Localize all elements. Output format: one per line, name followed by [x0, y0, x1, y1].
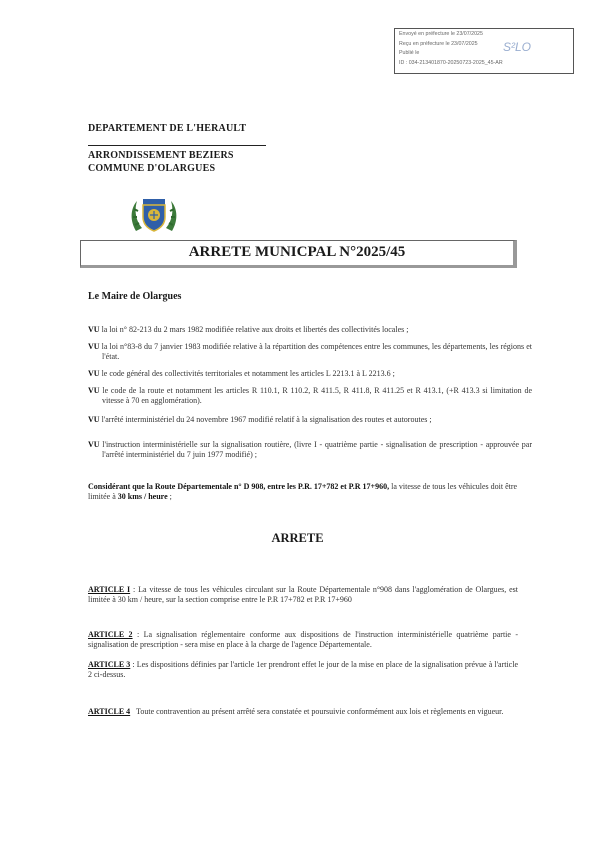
article-3 [88, 660, 518, 681]
arrondissement-heading: ARRONDISSEMENT BEZIERS [88, 150, 234, 161]
article-text: La vitesse de tous les véhicules circulant sur la Route Départementale n°908 dans l'agglomération de Olargues, est limitée à 30 km / heure, sur la section comprise entre le P.R 17+782 et P.R 17+960 [88, 585, 518, 605]
stamp-sent-line: Envoyé en préfecture le 23/07/2025 [399, 31, 483, 37]
considerant-text: la vitesse de tous les véhicules doit être limitée à [88, 482, 518, 501]
considerant-end: ; [167, 492, 172, 501]
article-2 [88, 630, 518, 651]
article-separator: : [130, 585, 139, 594]
vu-lead: VU [88, 440, 100, 449]
vu-clause [88, 440, 532, 460]
article-label: ARTICLE 4 [88, 707, 131, 716]
vu-clause [88, 386, 532, 406]
vu-clause [88, 342, 532, 362]
vu-text: le code de la route et notamment les articles R 110.1, R 110.2, R 411.5, R 411.8, R 411.25 et R 413.1, (+R 413.3 si limitation de vitesse à 70 en agglomération). [102, 386, 533, 405]
vu-text: l'arrêté interministériel du 24 novembre 1967 modifié relatif à la signalisation des routes et autoroutes ; [101, 415, 432, 424]
prefecture-stamp [394, 28, 574, 74]
commune-heading: COMMUNE D'OLARGUES [88, 163, 216, 174]
article-separator: : [130, 660, 137, 669]
stamp-signature-logo: S²LO [503, 40, 532, 54]
vu-clause [88, 415, 518, 425]
maire-heading: Le Maire de Olargues [88, 291, 182, 302]
stamp-id-line: ID : 034-213401870-20250723-2025_45-AR [399, 59, 503, 66]
vu-text: la loi n° 82-213 du 2 mars 1982 modifiée relative aux droits et libertés des collectivités locales ; [101, 325, 409, 334]
considerant-paragraph [88, 482, 520, 502]
article-text: La signalisation réglementaire conforme aux dispositions de l'instruction interministérielle quatrième partie - signalisation de prescription - sera mise en place à la charge de l'agence Départementale. [88, 630, 518, 650]
article-label: ARTICLE I [88, 585, 131, 594]
stamp-received-line: Reçu en préfecture le 23/07/2025 [399, 40, 478, 47]
stamp-published-line: Publié le [399, 50, 420, 57]
header-divider [88, 145, 266, 146]
vu-lead: VU [88, 386, 100, 395]
vu-clause [88, 369, 518, 379]
considerant-speed: 30 kms / heure [117, 492, 168, 501]
page-title: ARRETE MUNICPAL N°2025/45 [188, 244, 406, 260]
article-text: Les dispositions définies par l'article 1er prendront effet le jour de la mise en place de la signalisation prévue à l'article 2 ci-dessus. [88, 660, 519, 680]
vu-clause [88, 325, 518, 335]
article-separator: : [132, 630, 144, 639]
vu-text: la loi n°83-8 du 7 janvier 1983 modifiée relative à la répartition des compétences entre les communes, les départements, les régions et l'état. [101, 342, 532, 361]
article-1 [88, 585, 518, 606]
arrete-heading: ARRETE [271, 531, 324, 545]
vu-lead: VU [88, 415, 100, 424]
commune-crest-icon [128, 195, 180, 235]
vu-text: le code général des collectivités territoriales et notamment les articles L 2213.1 à L 2213.6 ; [101, 369, 395, 378]
article-label: ARTICLE 2 [88, 630, 133, 639]
vu-lead: VU [88, 325, 100, 334]
article-4 [88, 707, 518, 717]
vu-lead: VU [88, 342, 100, 351]
article-label: ARTICLE 3 [88, 660, 131, 669]
vu-text: l'instruction interministérielle sur la signalisation routière, (livre I - quatrième partie - signalisation de prescription - approuvée par l'arrêté interministériel du 7 juin 1977 modifié) ; [102, 440, 533, 459]
vu-lead: VU [88, 369, 100, 378]
departement-heading: DEPARTEMENT DE L'HERAULT [88, 123, 247, 134]
article-text: Toute contravention au présent arrêté sera constatée et poursuivie conformément aux lois et règlements en vigueur. [136, 707, 504, 716]
considerant-bold: Considérant que la Route Départementale n° D 908, entre les P.R. 17+782 et P.R 17+960, [88, 482, 390, 491]
title-box [80, 240, 517, 268]
